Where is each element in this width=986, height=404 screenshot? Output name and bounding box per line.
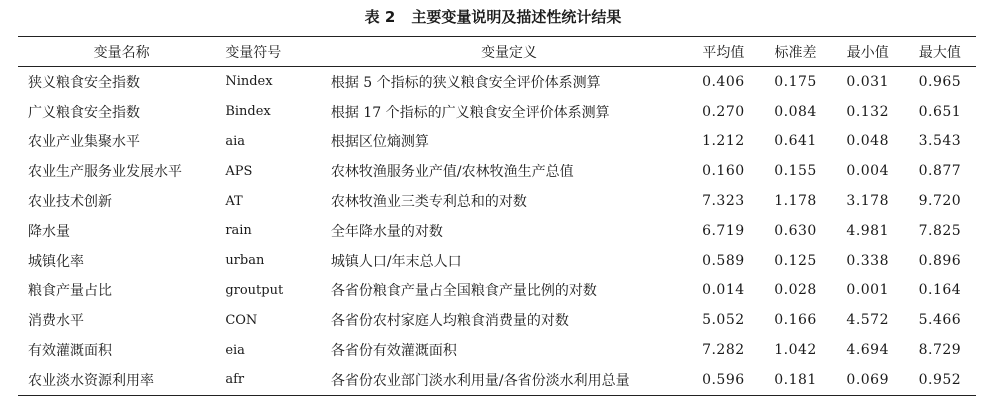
statistics-table bbox=[18, 36, 976, 396]
cell-min: 4.572 bbox=[846, 312, 889, 329]
header-symbol: 变量符号 bbox=[225, 44, 282, 61]
cell-symbol: AT bbox=[225, 193, 243, 209]
table-row bbox=[18, 276, 976, 306]
cell-symbol: groutput bbox=[225, 282, 284, 298]
cell-name: 广义粮食安全指数 bbox=[28, 104, 140, 121]
cell-mean: 6.719 bbox=[702, 222, 745, 239]
cell-min: 0.004 bbox=[846, 163, 889, 180]
cell-mean: 0.406 bbox=[702, 73, 745, 90]
cell-mean: 5.052 bbox=[702, 312, 745, 329]
cell-min: 0.001 bbox=[846, 282, 889, 299]
table-row bbox=[18, 246, 976, 276]
table-row bbox=[18, 156, 976, 186]
table-row bbox=[18, 216, 976, 246]
cell-mean: 1.212 bbox=[702, 133, 745, 150]
cell-sd: 1.178 bbox=[774, 193, 817, 210]
cell-symbol: rain bbox=[225, 223, 252, 239]
cell-max: 7.825 bbox=[918, 222, 962, 239]
cell-max: 0.651 bbox=[918, 103, 962, 120]
cell-max: 8.729 bbox=[918, 342, 962, 359]
cell-definition: 农林牧渔服务业产值/农林牧渔生产总值 bbox=[330, 164, 574, 181]
cell-definition: 各省份粮食产量占全国粮食产量比例的对数 bbox=[330, 283, 597, 300]
cell-mean: 0.589 bbox=[702, 252, 745, 269]
cell-definition: 农林牧渔业三类专利总和的对数 bbox=[330, 194, 527, 211]
cell-name: 粮食产量占比 bbox=[28, 283, 112, 300]
header-mean: 平均值 bbox=[702, 44, 745, 61]
table-title: 主要变量说明及描述性统计结果 bbox=[411, 8, 622, 26]
cell-sd: 0.084 bbox=[774, 103, 817, 120]
cell-name: 农业生产服务业发展水平 bbox=[28, 164, 182, 181]
cell-max: 9.720 bbox=[918, 193, 962, 210]
cell-definition: 各省份农业部门淡水利用量/各省份淡水利用总量 bbox=[330, 372, 630, 389]
cell-definition: 城镇人口/年末总人口 bbox=[330, 253, 462, 270]
cell-max: 5.466 bbox=[918, 312, 962, 329]
cell-sd: 0.028 bbox=[774, 282, 817, 299]
table-row bbox=[18, 127, 976, 157]
header-name: 变量名称 bbox=[93, 44, 150, 61]
header-row bbox=[18, 37, 976, 67]
cell-sd: 0.175 bbox=[774, 73, 817, 90]
cell-definition: 各省份农村家庭人均粮食消费量的对数 bbox=[330, 313, 569, 330]
cell-symbol: afr bbox=[225, 372, 245, 388]
cell-sd: 1.042 bbox=[774, 342, 817, 359]
cell-min: 0.132 bbox=[846, 103, 889, 120]
cell-mean: 0.014 bbox=[702, 282, 745, 299]
cell-max: 0.164 bbox=[918, 282, 962, 299]
cell-mean: 7.323 bbox=[702, 193, 745, 210]
cell-sd: 0.630 bbox=[774, 222, 817, 239]
cell-min: 0.069 bbox=[846, 371, 889, 388]
table-row bbox=[18, 67, 976, 97]
header-min: 最小值 bbox=[846, 44, 889, 61]
cell-name: 消费水平 bbox=[28, 313, 84, 330]
cell-name: 有效灌溉面积 bbox=[28, 343, 112, 360]
cell-name: 城镇化率 bbox=[28, 253, 84, 270]
cell-min: 3.178 bbox=[846, 193, 889, 210]
cell-symbol: eia bbox=[225, 342, 245, 358]
cell-symbol: Bindex bbox=[225, 104, 271, 120]
table-row bbox=[18, 365, 976, 395]
cell-mean: 7.282 bbox=[702, 342, 745, 359]
table-caption bbox=[0, 6, 986, 27]
cell-name: 农业产业集聚水平 bbox=[28, 134, 140, 151]
cell-sd: 0.166 bbox=[774, 312, 817, 329]
cell-symbol: CON bbox=[225, 312, 258, 328]
table-row bbox=[18, 305, 976, 335]
cell-mean: 0.596 bbox=[702, 371, 745, 388]
header-max: 最大值 bbox=[918, 44, 961, 61]
cell-min: 4.694 bbox=[846, 342, 889, 359]
cell-definition: 各省份有效灌溉面积 bbox=[330, 343, 457, 360]
cell-max: 0.877 bbox=[918, 163, 962, 180]
cell-name: 农业技术创新 bbox=[28, 194, 112, 211]
cell-min: 4.981 bbox=[846, 222, 889, 239]
table-number: 表 2 bbox=[364, 8, 396, 26]
cell-min: 0.338 bbox=[846, 252, 889, 269]
cell-symbol: APS bbox=[225, 163, 253, 179]
cell-mean: 0.160 bbox=[702, 163, 745, 180]
cell-definition: 全年降水量的对数 bbox=[330, 223, 443, 240]
cell-sd: 0.155 bbox=[774, 163, 817, 180]
cell-sd: 0.641 bbox=[774, 133, 817, 150]
cell-definition: 根据 17 个指标的广义粮食安全评价体系测算 bbox=[330, 104, 610, 121]
header-definition: 变量定义 bbox=[481, 44, 538, 61]
cell-symbol: Nindex bbox=[225, 74, 273, 90]
cell-name: 狭义粮食安全指数 bbox=[28, 74, 140, 91]
cell-sd: 0.181 bbox=[774, 371, 817, 388]
cell-name: 农业淡水资源利用率 bbox=[28, 372, 154, 389]
cell-symbol: aia bbox=[225, 133, 245, 149]
cell-min: 0.031 bbox=[846, 73, 889, 90]
cell-min: 0.048 bbox=[846, 133, 889, 150]
cell-max: 0.896 bbox=[918, 252, 962, 269]
cell-max: 0.952 bbox=[918, 371, 962, 388]
cell-sd: 0.125 bbox=[774, 252, 817, 269]
cell-max: 0.965 bbox=[918, 73, 962, 90]
table-row bbox=[18, 335, 976, 365]
cell-definition: 根据 5 个指标的狭义粮食安全评价体系测算 bbox=[330, 74, 601, 91]
header-sd: 标准差 bbox=[774, 44, 817, 61]
cell-definition: 根据区位熵测算 bbox=[330, 134, 429, 151]
cell-max: 3.543 bbox=[918, 133, 962, 150]
cell-name: 降水量 bbox=[28, 223, 70, 240]
table-row bbox=[18, 97, 976, 127]
cell-mean: 0.270 bbox=[702, 103, 745, 120]
cell-symbol: urban bbox=[225, 253, 265, 269]
table-row bbox=[18, 186, 976, 216]
